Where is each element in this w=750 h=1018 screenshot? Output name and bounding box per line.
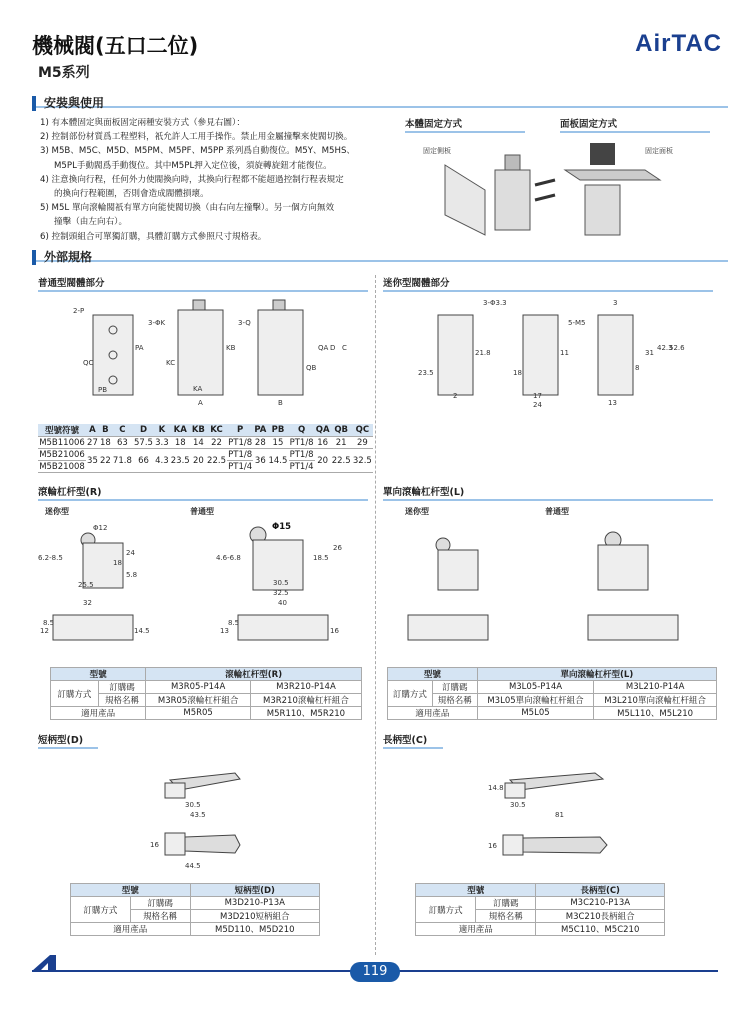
svg-text:52.6: 52.6: [669, 344, 685, 352]
page-title: 機械閥(五口二位): [32, 34, 199, 58]
short-handle-drawing: [140, 765, 260, 875]
spec-header: A: [86, 424, 99, 437]
column-divider: [375, 275, 376, 955]
svg-text:KB: KB: [226, 344, 236, 352]
svg-text:30.5: 30.5: [510, 801, 526, 809]
short-heading: 短柄型(D): [38, 734, 98, 749]
brand-mark-icon: [32, 955, 62, 971]
roller-l-drawing: [383, 515, 718, 655]
spec-cell: 18: [99, 437, 111, 448]
svg-text:4.6-6.8: 4.6-6.8: [216, 554, 241, 562]
spec-header: PA: [254, 425, 267, 435]
spec-cell: 3.3: [155, 437, 169, 448]
svg-text:12: 12: [40, 627, 49, 635]
svg-text:44.5: 44.5: [185, 862, 201, 870]
svg-text:25.5: 25.5: [78, 581, 94, 589]
roller-l-heading: 單向滾輪杠杆型(L): [383, 486, 713, 501]
svg-text:5.8: 5.8: [126, 571, 138, 579]
svg-text:PB: PB: [98, 386, 108, 394]
svg-text:5-M5: 5-M5: [568, 319, 586, 327]
svg-text:42.3: 42.3: [657, 344, 673, 352]
svg-text:8.5: 8.5: [43, 619, 55, 627]
spec-header: 型號符號: [38, 424, 86, 437]
svg-text:C: C: [342, 344, 347, 352]
svg-text:81: 81: [555, 811, 564, 819]
roller-r-drawing: [38, 515, 373, 655]
svg-text:14.8: 14.8: [488, 784, 504, 792]
spec-cell: 16: [315, 437, 331, 449]
long-handle-drawing: [485, 765, 615, 875]
spec-header: B: [99, 424, 112, 437]
svg-text:固定面板: 固定面板: [645, 147, 673, 155]
spec-cell: 28: [254, 437, 266, 448]
spec-header: C: [112, 424, 133, 437]
body-mount-heading: 本體固定方式: [405, 118, 525, 133]
svg-text:23.5: 23.5: [418, 369, 434, 377]
svg-text:13: 13: [608, 399, 617, 407]
svg-text:3-ΦK: 3-ΦK: [148, 319, 166, 327]
install-notes: 1) 有本體固定與面板固定兩種安裝方式（參見右圖）： 2) 控制部份材質爲工程塑料，祇允許人工用手操作。禁止用金屬撞擊來使閥切換。 3) M5B、M5C、M5D、M5PM、M5PF、M5PP 系列爲自動復位。M5Y、M5HS、 M5PL手動閥爲手動復位。其中M5PL押入定位後，須旋轉旋鈕才能復位。 4) 注意換向行程，任何外力使閥換向時，其換向行程都不能超過控制行程表規定 的換向行程範圍，否則會造成閥體損壞。 5) M5L 單向滾輪閥祇有單方向能使閥切換（由右向左撞擊）。另一個方向無效 撞擊（由左向右）。 6) 控制頭組合可單獨訂購，具體訂購方式參照尺寸規格表。: [40, 118, 356, 242]
svg-text:KC: KC: [166, 359, 176, 367]
svg-text:24: 24: [126, 549, 135, 557]
spec-cell: M5B11006: [39, 437, 85, 448]
spec-header: P: [227, 424, 253, 437]
svg-text:D: D: [330, 344, 336, 352]
svg-text:13: 13: [220, 627, 229, 635]
svg-text:固定側板: 固定側板: [423, 147, 451, 155]
panel-mount-heading: 面板固定方式: [560, 118, 710, 133]
spec-header: K: [154, 424, 170, 437]
roller-diameter-label: Φ15: [272, 522, 292, 532]
svg-text:16: 16: [488, 842, 497, 850]
mounting-drawings: [405, 135, 715, 240]
roller-l-table: 型號 單向滾輪杠杆型(L) 訂購方式 訂購碼 M3L05-P14A M3L210-P14A 規格名稱 M3L05單向滾輪杠杆組合 M3L210單向滾輪杠杆組合 適用產品 M5L05 M5L110、M5L210: [387, 667, 717, 720]
spec-cell: 15: [267, 437, 288, 449]
svg-text:32: 32: [83, 599, 92, 607]
svg-text:21.8: 21.8: [475, 349, 491, 357]
svg-text:PA: PA: [135, 344, 144, 352]
spec-header: D: [133, 424, 154, 437]
svg-text:B: B: [278, 399, 283, 407]
mini-body-heading: 迷你型閥體部分: [383, 277, 713, 292]
short-table: 型號 短柄型(D) 訂購方式 訂購碼 M3D210-P13A 規格名稱 M3D210短柄組合 適用產品 M5D110、M5D210: [70, 883, 320, 936]
roller-r-table: 型號 滾輪杠杆型(R) 訂購方式 訂購碼 M3R05-P14A M3R210-P14A 規格名稱 M3R05滾輪杠杆組合 M3R210滾輪杠杆組合 適用產品 M5R05 M5R110、M5R210: [50, 667, 362, 720]
spec-table: 型號符號 A B C D K KA KB KC P PA PB Q QA QB QC M5B11006 27 18 63 57.5 3.3 18 14 22 PT1/8 28 15 PT1/8 16 21 29 M5B21006 35 22 71.8 66 4.3 23.5 20 22.5 PT1/8 36 14.5 PT1/8 20 22.5 32.5 M5B21008 PT1/4 PT1/4: [39, 425, 372, 472]
normal-body-drawing: [38, 295, 373, 410]
spec-cell: 29: [352, 437, 373, 449]
svg-text:3-Q: 3-Q: [238, 319, 251, 327]
svg-text:30.5: 30.5: [185, 801, 201, 809]
svg-text:31: 31: [645, 349, 654, 357]
long-heading: 長柄型(C): [383, 734, 443, 749]
svg-text:18.5: 18.5: [313, 554, 329, 562]
svg-text:16: 16: [330, 627, 339, 635]
spec-header: QC: [352, 424, 373, 437]
spec-cell: 14: [191, 437, 206, 449]
svg-text:40: 40: [278, 599, 287, 607]
long-table: 型號 長柄型(C) 訂購方式 訂購碼 M3C210-P13A 規格名稱 M3C210長柄組合 適用產品 M5C110、M5C210: [415, 883, 665, 936]
spec-header: QB: [331, 424, 352, 437]
spec-cell: 18: [170, 437, 191, 449]
svg-text:24: 24: [533, 401, 542, 409]
svg-text:18: 18: [513, 369, 522, 377]
spec-header: KA: [170, 424, 191, 437]
section-install: 安裝與使用: [32, 92, 728, 108]
svg-text:8.5: 8.5: [228, 619, 240, 627]
normal-body-heading: 普通型閥體部分: [38, 277, 368, 292]
spec-cell: 63: [112, 437, 133, 449]
brand-logo: AirTAC: [635, 30, 722, 57]
svg-text:26: 26: [333, 544, 342, 552]
spec-cell: 21: [331, 437, 352, 449]
spec-header: Q: [289, 424, 315, 437]
spec-header: QA: [315, 425, 330, 435]
svg-text:2: 2: [453, 392, 458, 400]
roller-r-heading: 滾輪杠杆型(R): [38, 486, 368, 501]
svg-text:14.5: 14.5: [134, 627, 150, 635]
svg-text:QA: QA: [318, 344, 329, 352]
spec-cell: PT1/8: [228, 437, 253, 448]
svg-text:3-Φ3.3: 3-Φ3.3: [483, 299, 507, 307]
svg-text:11: 11: [560, 349, 569, 357]
svg-text:Φ12: Φ12: [93, 524, 108, 532]
spec-header: KC: [206, 424, 227, 437]
spec-cell: 57.5: [134, 437, 153, 448]
spec-cell: PT1/8: [289, 437, 314, 448]
svg-text:17: 17: [533, 392, 542, 400]
svg-text:43.5: 43.5: [190, 811, 206, 819]
svg-text:6.2-8.5: 6.2-8.5: [38, 554, 63, 562]
page-number: 119: [350, 962, 400, 982]
spec-header: PB: [267, 424, 288, 437]
spec-cell: 27: [87, 437, 98, 448]
svg-text:2-P: 2-P: [73, 307, 85, 315]
section-external: 外部規格: [32, 246, 728, 262]
svg-text:KA: KA: [193, 385, 203, 393]
spec-cell: 22: [206, 437, 227, 449]
svg-text:3: 3: [613, 299, 618, 307]
svg-text:A: A: [198, 399, 203, 407]
svg-text:32.5: 32.5: [273, 589, 289, 597]
svg-text:8: 8: [635, 364, 640, 372]
spec-header: KB: [191, 425, 205, 435]
svg-text:QC: QC: [83, 359, 94, 367]
svg-text:30.5: 30.5: [273, 579, 289, 587]
series-label: M5系列: [38, 65, 90, 81]
svg-text:16: 16: [150, 841, 159, 849]
mini-body-drawing: [383, 295, 718, 410]
svg-text:18: 18: [113, 559, 122, 567]
svg-text:QB: QB: [306, 364, 317, 372]
